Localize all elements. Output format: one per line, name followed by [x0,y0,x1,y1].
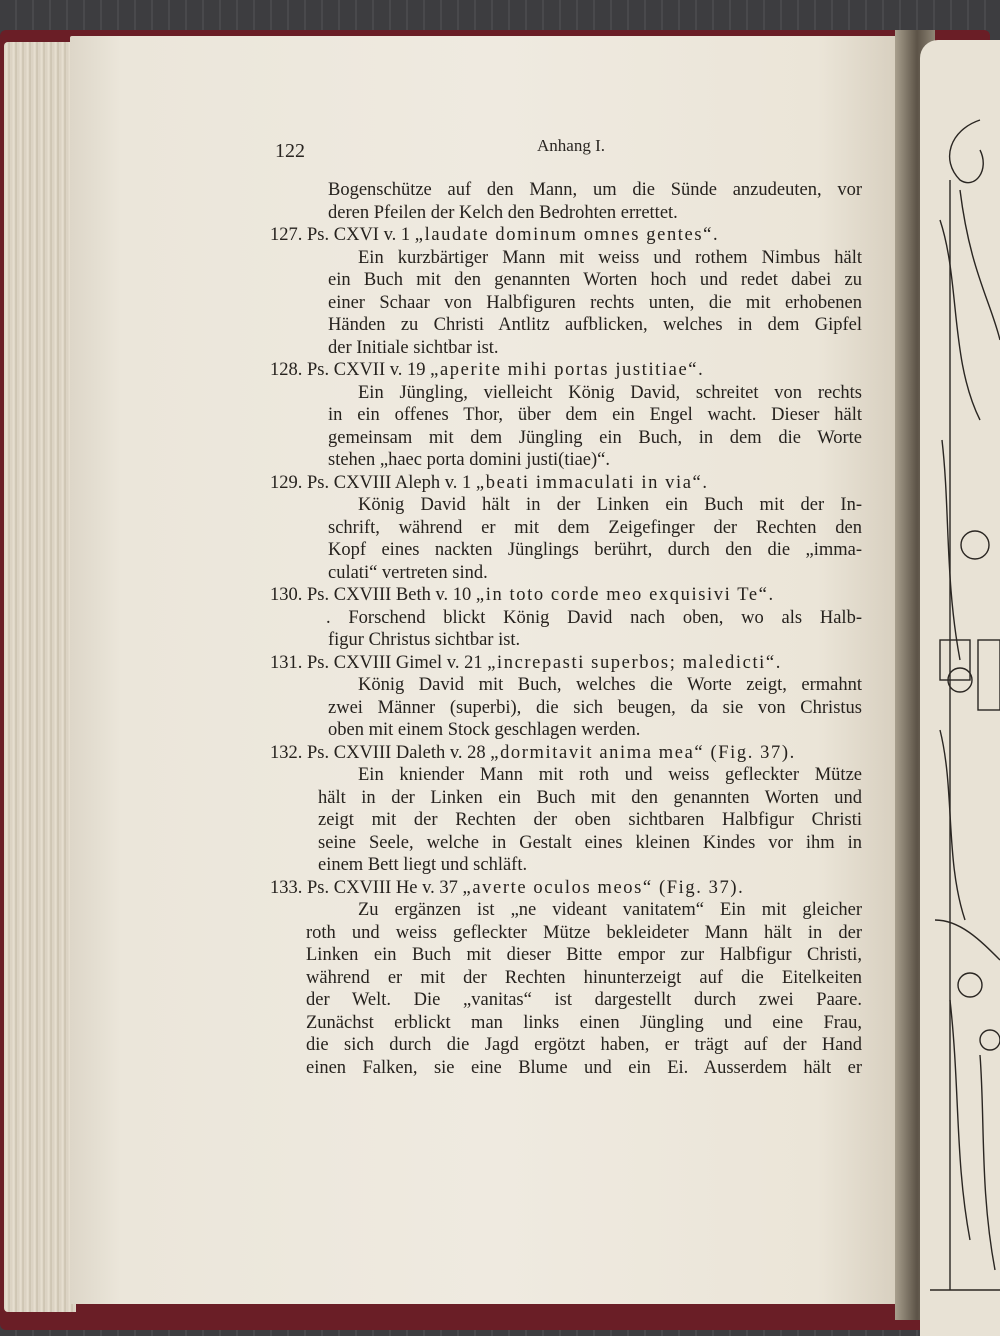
text-line: roth und weiss gefleckter Mütze bekleideter Mann hält in der [306,922,862,943]
text-line: Händen zu Christi Antlitz aufblicken, welches in dem Gipfel [328,315,862,335]
psalm-reference: Ps. CXVIII He v. 37 [307,877,458,898]
entry-heading-131 [270,652,862,675]
entry-heading-127 [270,224,862,247]
text-line: Ein kurzbärtiger Mann mit weiss und rothem Nimbus hält [358,247,862,268]
text-line: figur Christus sichtbar ist. [328,630,521,650]
psalm-reference: Ps. CXVIII Aleph v. 1 [307,472,472,493]
text-line: Zu ergänzen ist „ne videant vanitatem“ Ein mit gleicher [358,900,862,920]
text-line: schrift, während er mit dem Zeigefinger der Rechten den [328,517,862,538]
text-line: Zunächst erblickt man links einen Jüngling und eine Frau, [306,1012,862,1033]
entry-heading-130 [270,584,862,607]
psalm-reference: Ps. CXVII v. 19 [307,360,426,380]
text-line: Kopf eines nackten Jünglings berührt, durch den die „imma- [328,540,862,560]
psalm-quote: „dormitavit anima mea“ (Fig. 37). [490,742,796,763]
text-line: während er mit der Rechten hinunterzeigt auf die Eitelkeiten [306,967,862,988]
text-line: . Forschend blickt König David nach oben, wo als Halb- [326,607,862,628]
text-line: culati“ vertreten sind. [328,562,488,583]
text-line: stehen „haec porta domini justi(tiae)“. [328,450,611,470]
text-line: König David hält in der Linken ein Buch mit der In- [358,495,862,515]
entry-number: 133. [270,877,303,898]
text-line: Ein Jüngling, vielleicht König David, schreitet von rechts [358,382,862,403]
facing-page-illustration [920,40,1000,1336]
text-line: ein Buch mit den genannten Worten hoch und redet dabei zu [328,270,862,290]
psalm-reference: Ps. CXVI v. 1 [307,225,411,245]
entry-number: 131. [270,652,303,673]
psalm-quote: „beati immaculati in via“. [475,472,709,493]
entry-heading-132 [270,742,862,765]
entry-number: 129. [270,472,303,493]
text-line: oben mit einem Stock geschlagen werden. [328,720,641,740]
page-edges [4,42,76,1312]
text-line: König David mit Buch, welches die Worte zeigt, ermahnt [358,675,862,695]
psalm-reference: Ps. CXVIII Daleth v. 28 [307,742,486,763]
page-number: 122 [275,140,305,162]
text-line: zeigt mit der Rechten der oben sichtbaren Halbfigur Christi [318,810,862,830]
text-line: deren Pfeilen der Kelch den Bedrohten errettet. [328,202,678,223]
entry-number: 127. [270,225,303,245]
text-line: einen Falken, sie eine Blume und ein Ei. Ausserdem hält er [306,1057,862,1078]
text-line: Ein kniender Mann mit roth und weiss gefleckter Mütze [358,765,862,785]
entry-number: 128. [270,360,303,380]
text-line: seine Seele, welche in Gestalt eines kleinen Kindes vor ihm in [318,832,862,853]
entry-heading-129 [270,472,862,495]
entry-number: 132. [270,742,303,763]
text-line: die sich durch die Jagd ergötzt haben, er trägt auf der Hand [306,1035,862,1055]
text-line: einer Schaar von Halbfiguren rechts unten, die mit erhobenen [328,292,862,313]
page-body [270,179,862,1079]
psalm-quote: „aperite mihi portas justitiae“. [430,360,705,380]
entry-heading-133 [270,877,862,900]
text-line: der Initiale sichtbar ist. [328,337,499,358]
psalm-quote: „laudate dominum omnes gentes“. [414,225,720,245]
psalm-quote: „increpasti superbos; maledicti“. [487,652,782,673]
text-line: gemeinsam mit dem Jüngling ein Buch, in dem die Worte [328,427,862,448]
psalm-reference: Ps. CXVIII Gimel v. 21 [307,652,483,673]
running-head [275,136,855,168]
text-line: der Welt. Die „vanitas“ ist dargestellt durch zwei Paare. [306,990,862,1010]
text-line: einem Bett liegt und schläft. [318,855,528,875]
entry-heading-128 [270,359,862,382]
running-head-title: Anhang I. [537,136,605,155]
text-line: zwei Männer (superbi), die sich beugen, da sie von Christus [328,697,862,718]
psalm-quote: „in toto corde meo exquisivi Te“. [475,585,775,605]
psalm-reference: Ps. CXVIII Beth v. 10 [307,585,472,605]
text-line: hält in der Linken ein Buch mit den genannten Worten und [318,787,862,808]
illuminated-initial-drawing [920,40,1000,1336]
psalm-quote: „averte oculos meos“ (Fig. 37). [462,877,745,898]
text-line: in ein offenes Thor, über dem ein Engel wacht. Dieser hält [328,405,862,425]
text-line: Linken ein Buch mit dieser Bitte empor zur Halbfigur Christi, [306,945,862,965]
entry-number: 130. [270,585,303,605]
text-line: Bogenschütze auf den Mann, um die Sünde anzudeuten, vor [328,180,862,200]
